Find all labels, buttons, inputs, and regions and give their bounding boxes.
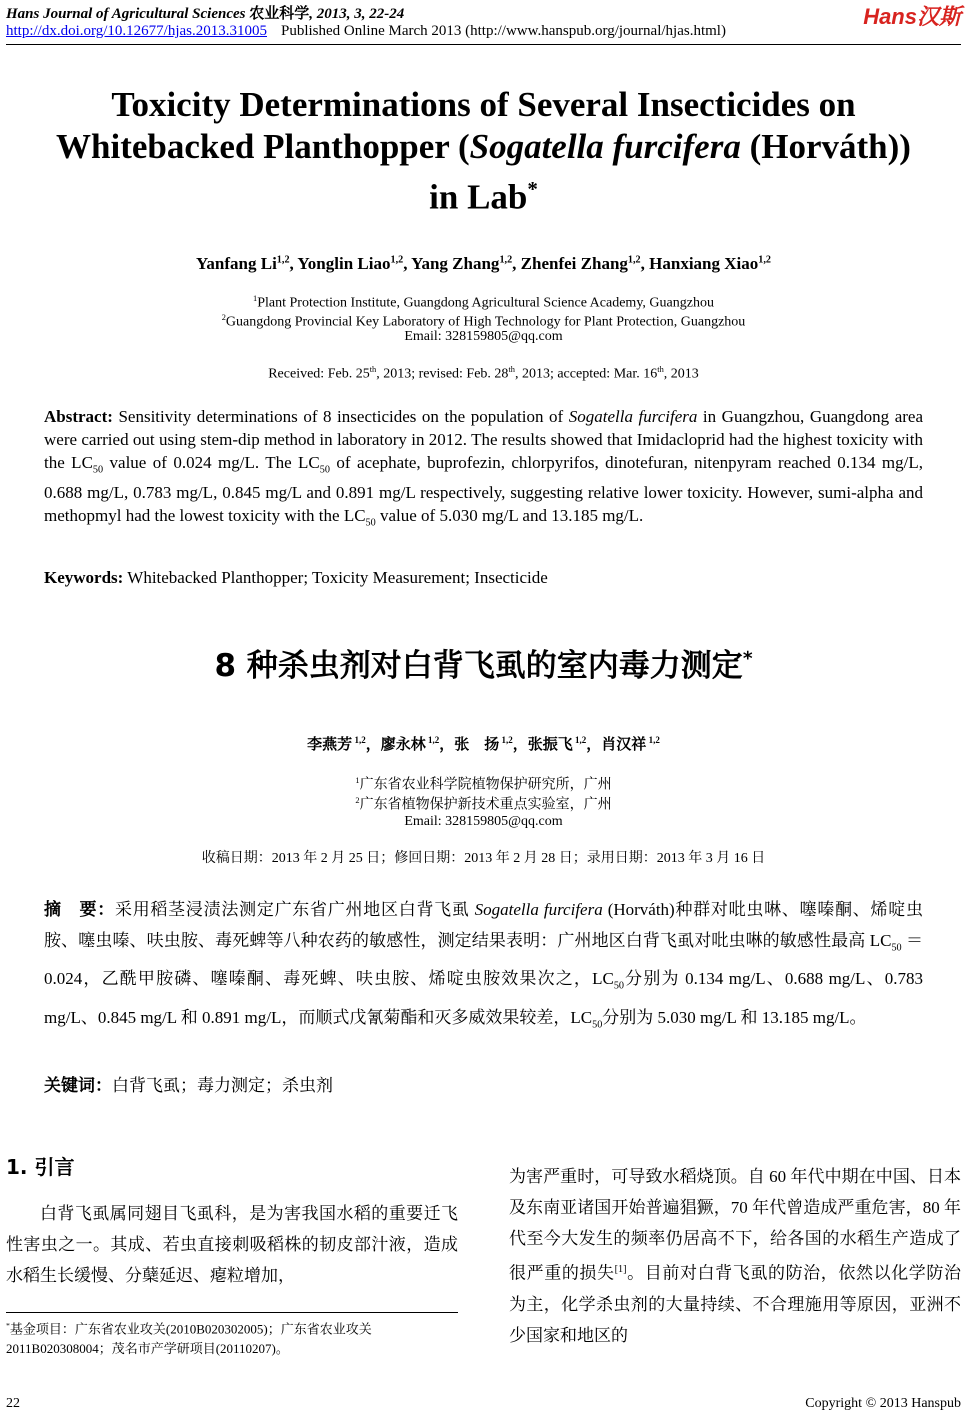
- keywords-text: Whitebacked Planthopper; Toxicity Measurement; Insecticide: [123, 568, 548, 587]
- cn-keywords-text: 白背飞虱；毒力测定；杀虫剂: [112, 1076, 333, 1095]
- intro-right-column: [509, 1161, 961, 1351]
- cn-title-footnote-mark: *: [742, 648, 753, 670]
- author-email: Email: 328159805@qq.com: [404, 329, 563, 344]
- author-affiliation-sup: 1,2: [390, 254, 404, 266]
- author-separator: ,: [512, 254, 521, 273]
- author-name: Yang Zhang: [411, 254, 500, 273]
- author-name: Yanfang Li: [196, 254, 277, 273]
- doi-link[interactable]: http://dx.doi.org/10.12677/hjas.2013.31005: [6, 23, 267, 39]
- section-heading-introduction: 1. 引言: [6, 1155, 75, 1179]
- author-affiliation-sup: 1,2: [499, 254, 513, 266]
- journal-volume: , 2013, 3, 22-24: [309, 6, 405, 22]
- cn-abstract-text: (Horváth)种群对吡虫啉、噻嗪酮、烯啶虫胺、噻虫嗪、呋虫胺、毒死蜱等八种农药的敏感性，测定结果表明：广州地区白背飞虱对吡虫啉的敏感性最高 LC: [44, 900, 924, 950]
- title-species: Sogatella furcifera: [469, 127, 741, 166]
- aff-text: Guangdong Provincial Key Laboratory of High Technology for Plant Protection, Guangzhou: [225, 314, 746, 330]
- aff-sup: 2: [221, 313, 226, 322]
- english-keywords: [44, 566, 923, 589]
- paper-title: [30, 84, 937, 219]
- cn-keywords-label: 关键词：: [44, 1076, 112, 1095]
- author-affiliation-sup: 1,2: [499, 735, 513, 745]
- lc50-sub: 50: [891, 942, 902, 954]
- author-affiliation-sup: 1,2: [572, 735, 587, 745]
- author-name: Yonglin Liao: [297, 254, 391, 273]
- aff-sup: 1: [355, 776, 360, 785]
- abstract-text: of acephate, buprofezin, chlorpyrifos, dinotefuran, nitenpyram reached 0.134 mg/L, 0.688 mg/L, 0.783 mg/L, 0.845 mg/L and 0.891 mg/L respectively, suggesting relative lower toxicity. However, sumi-alpha and methopmyl had the lowest toxicity with the LC: [44, 453, 923, 526]
- received-text: , 2013: [663, 366, 699, 382]
- author-separator: ,: [289, 254, 298, 273]
- aff-text: 广东省农业科学院植物保护研究所，广州: [359, 777, 612, 793]
- aff-text: Plant Protection Institute, Guangdong Agricultural Science Academy, Guangzhou: [257, 295, 714, 311]
- received-text: Received: Feb. 25: [268, 366, 370, 382]
- cn-author-email: Email: 328159805@qq.com: [404, 814, 563, 829]
- cn-abstract-text: 分别为 5.030 mg/L 和 13.185 mg/L。: [602, 1007, 867, 1027]
- abstract-text: value of 0.024 mg/L. The LC: [103, 453, 320, 472]
- author-affiliation-sup: 1,2: [646, 735, 660, 745]
- author-affiliation-sup: 1,2: [352, 735, 366, 745]
- cn-abstract-text: 分别为 0.134 mg/L、0.688 mg/L、0.783 mg/L、0.845 mg/L 和 0.891 mg/L，而顺式戊氰菊酯和灭多威效果较差，LC: [44, 969, 923, 1027]
- received-text: , 2013; accepted: Mar. 16: [514, 366, 658, 382]
- abstract-text: value of 5.030 mg/L and 13.185 mg/L.: [375, 506, 644, 526]
- title-text: (Horváth)): [740, 127, 911, 166]
- author-separator: ，: [512, 737, 528, 753]
- received-dates: [0, 365, 967, 383]
- author-separator: ,: [403, 254, 412, 273]
- received-text: , 2013; revised: Feb. 28: [376, 366, 509, 382]
- author-affiliation-sup: 1,2: [276, 254, 290, 266]
- intro-text: 。目前对白背飞虱的防治，依然以化学防治为主，化学杀虫剂的大量持续、不合理施用等原因，亚洲不少国家和地区的: [509, 1263, 962, 1345]
- author-separator: ,: [640, 254, 650, 273]
- aff-sup: 2: [355, 796, 360, 805]
- author-affiliation-sup: 1,2: [425, 735, 440, 745]
- journal-header: [6, 2, 404, 23]
- lc50-sub: 50: [592, 1019, 603, 1031]
- author-name: 廖永林: [380, 737, 426, 753]
- chinese-keywords: [44, 1070, 923, 1101]
- author-name: 肖汉祥: [601, 737, 647, 753]
- author-name: 张 扬: [454, 737, 500, 753]
- hans-logo: Hans汉斯: [863, 4, 961, 29]
- journal-name: Hans Journal of Agricultural Sciences: [6, 6, 246, 22]
- chinese-author-list: [0, 733, 967, 754]
- author-list: [0, 254, 967, 274]
- citation-ref[interactable]: [1]: [614, 1264, 627, 1275]
- ordinal-sup: th: [369, 365, 377, 374]
- lc50-sub: 50: [613, 980, 624, 992]
- author-separator: ，: [365, 737, 381, 753]
- author-name: Hanxiang Xiao: [649, 254, 759, 273]
- abstract-label: Abstract:: [44, 407, 113, 426]
- author-name: 张振飞: [527, 737, 573, 753]
- cn-abstract-text: ＝ 0.024，乙酰甲胺磷、噻嗪酮、毒死蜱、呋虫胺、烯啶虫胺效果次之，LC: [44, 931, 923, 989]
- aff-text: 广东省植物保护新技术重点实验室，广州: [359, 797, 612, 813]
- abstract-species: Sogatella furcifera: [568, 407, 698, 426]
- published-online: Published Online March 2013 (http://www.hanspub.org/journal/hjas.html): [280, 23, 726, 39]
- cn-abstract-text: 采用稻茎浸渍法测定广东省广州地区白背飞虱: [114, 900, 475, 919]
- keywords-label: Keywords:: [44, 568, 124, 587]
- footnote-text: 基金项目：广东省农业攻关(2010B020302005)；广东省农业攻关 2011B020308004；茂名市产学研项目(20110207)。: [6, 1321, 372, 1357]
- lc50-sub: 50: [365, 517, 376, 529]
- author-name: 李燕芳: [307, 737, 353, 753]
- cn-abstract-species: Sogatella furcifera: [474, 900, 603, 919]
- title-text: Whitebacked Planthopper (: [56, 127, 470, 166]
- lc50-sub: 50: [319, 464, 330, 476]
- title-line-2: [30, 126, 937, 168]
- abstract-text: Sensitivity determinations of 8 insecticides on the population of: [112, 407, 569, 426]
- journal-name-zh: 农业科学: [249, 6, 310, 22]
- ordinal-sup: th: [657, 365, 664, 374]
- author-separator: ，: [586, 737, 602, 753]
- doi-line: [6, 23, 726, 40]
- aff-sup: 1: [253, 294, 258, 303]
- funding-footnote: [6, 1316, 458, 1359]
- author-affiliation-sup: 1,2: [758, 254, 771, 266]
- ordinal-sup: th: [508, 365, 515, 374]
- abstract-text: in Guangzhou, Guangdong area were carried out using stem-dip method in laboratory in 2012. The results showed that Imidacloprid had the highest toxicity with the LC: [44, 407, 923, 472]
- footnote-rule: [6, 1312, 458, 1313]
- author-separator: ，: [439, 737, 455, 753]
- author-name: Zhenfei Zhang: [520, 254, 628, 273]
- chinese-abstract: [44, 894, 923, 1040]
- cn-received-dates: 收稿日期：2013 年 2 月 25 日；修回日期：2013 年 2 月 28 日；录用日期：2013 年 3 月 16 日: [201, 851, 766, 866]
- chinese-title: [0, 640, 967, 685]
- footnote-mark: *: [6, 1321, 10, 1330]
- author-affiliation-sup: 1,2: [627, 254, 641, 266]
- intro-left-column: 白背飞虱属同翅目飞虱科，是为害我国水稻的重要迁飞性害虫之一。其成、若虫直接刺吸稻株的韧皮部汁液，造成水稻生长缓慢、分蘖延迟、瘪粒增加，: [6, 1204, 458, 1285]
- lc50-sub: 50: [92, 464, 104, 476]
- page-number: 22: [6, 1396, 20, 1411]
- title-footnote-mark: *: [527, 177, 538, 201]
- title-line-1: Toxicity Determinations of Several Insecticides on: [111, 85, 856, 124]
- cn-abstract-label: 摘 要：: [44, 900, 115, 919]
- header-rule: [6, 44, 961, 45]
- english-abstract: [44, 405, 923, 535]
- title-text: in Lab: [429, 177, 528, 217]
- title-line-3: [30, 168, 937, 219]
- copyright-notice: Copyright © 2013 Hanspub: [805, 1396, 961, 1411]
- intro-text: 为害严重时，可导致水稻烧顶。自 60 年代中期在中国、日本及东南亚诸国开始普遍猖獗，70 年代曾造成严重危害，80 年代至今大发生的频率仍居高不下，给各国的水稻生产造成了很严重的损失: [509, 1167, 961, 1283]
- cn-title-text: 8 种杀虫剂对白背飞虱的室内毒力测定: [214, 648, 743, 684]
